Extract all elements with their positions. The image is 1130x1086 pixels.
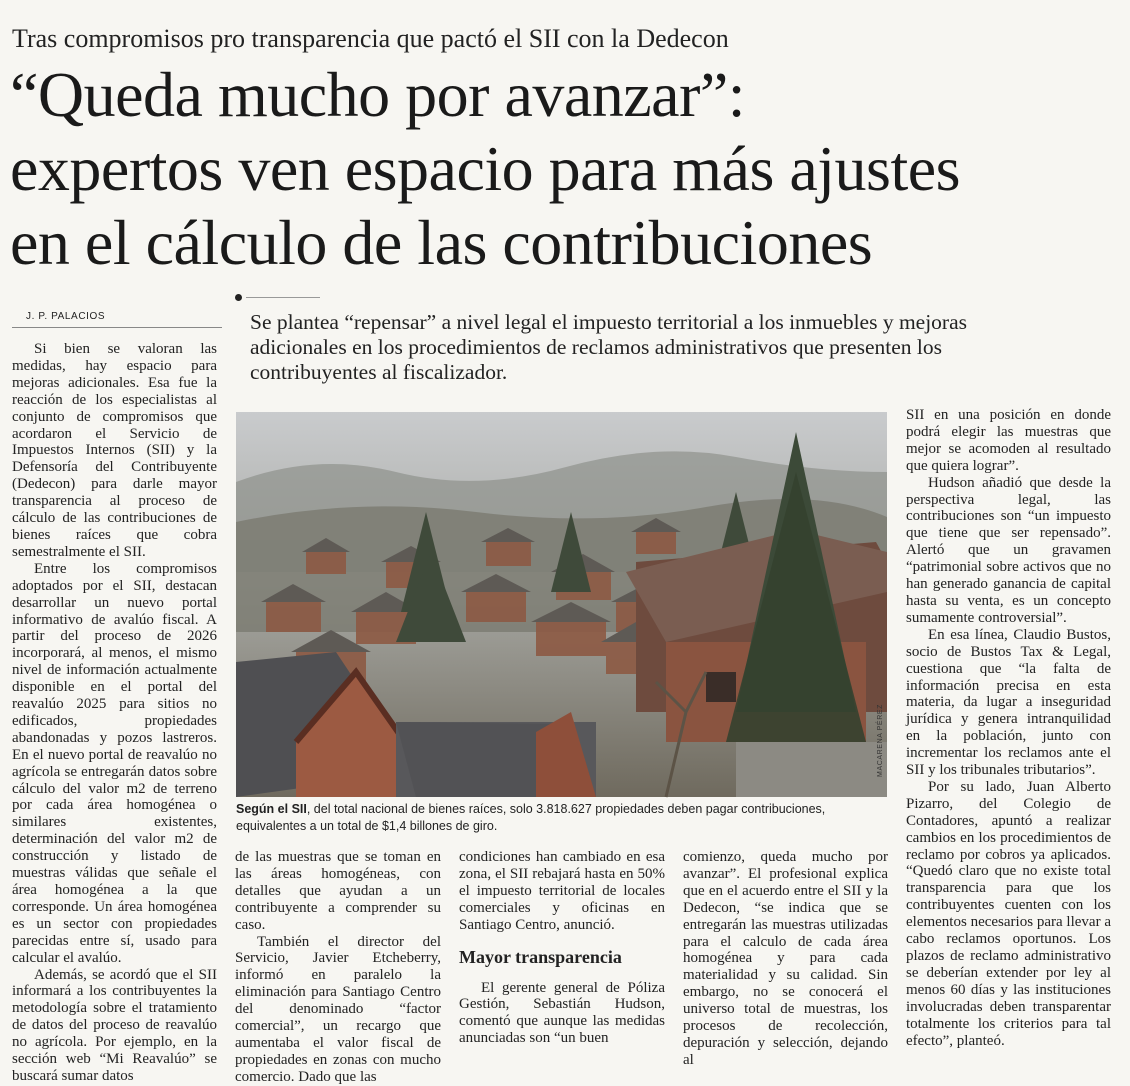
photo-caption: [236, 801, 888, 835]
column-5: [906, 407, 1111, 1062]
photo-credit: MACARENA PÉREZ: [877, 704, 884, 777]
paragraph: Además, se acordó que el SII informará a los contribuyentes la metodología sobre el tratamiento de datos del proceso de reavalúo no agrícola. Por ejemplo, en la sección web “Mi Reavalúo” se buscará sumar datos: [12, 966, 217, 1084]
caption-text: , del total nacional de bienes raíces, solo 3.818.627 propiedades deben pagar contribuciones, equivalentes a un total de $1,4 billones de giro.: [236, 802, 826, 833]
byline: J. P. PALACIOS: [26, 311, 106, 322]
paragraph: Hudson añadió que desde la perspectiva legal, las contribuciones son “un impuesto que tiene que ser repensado”. Alertó que un gravamen “patrimonial sobre activos que no han generado ganancia de capital hasta su venta, es un concepto sumamente controversial”.: [906, 474, 1111, 626]
column-3: [459, 849, 665, 1059]
paragraph: de las muestras que se toman en las áreas homogéneas, con detalles que ayudan a un contribuyente a comprender su caso.: [235, 849, 441, 933]
headline-line-1: “Queda mucho por avanzar”:: [10, 59, 746, 130]
paragraph: Entre los compromisos adoptados por el SII, destacan desarrollar un nuevo portal informativo de avalúo fiscal. A partir del proceso de 2026 incorporará, al menos, el mismo nivel de información actualmente disponible en el portal del reavalúo 2025 para sitios no edificados, propiedades abandonadas y pozos lastreros. En el nuevo portal de reavalúo no agrícola se entregarán datos sobre cálculo del valor m2 de terreno por cada área homogénea o similares existentes, determinación del valor m2 de construcción y listado de muestras válidas que señale el área homogénea a la que corresponde. Un área homogénea es un sector con propiedades parecidas entre sí, usado para calcular el avalúo.: [12, 560, 217, 966]
paragraph: Por su lado, Juan Alberto Pizarro, del Colegio de Contadores, apuntó a realizar cambios en los procedimientos de reclamo por cobros ya aplicados. “Quedó claro que no existe total transparencia para que los contribuyentes cuenten con los elementos necesarios para llevar a cabo reclamos oportunos. Los plazos de reclamo administrativo se deberían extender por ley al menos 60 días y las instituciones involucradas deben transparentar totalmente los criterios para tal efecto”, planteó.: [906, 778, 1111, 1049]
article-deck: Se plantea “repensar” a nivel legal el impuesto territorial a los inmuebles y mejoras adicionales en los procedimientos de reclamos administrativos que presenten los contribuyentes al fiscalizador.: [250, 310, 968, 384]
houses-forest-photo: [236, 412, 887, 797]
column-4: [683, 849, 888, 1068]
headline-line-3: en el cálculo de las contribuciones: [10, 207, 873, 278]
paragraph: También el director del Servicio, Javier Etcheberry, informó en paralelo la eliminación para Santiago Centro del denominado “factor comercial”, un recargo que aumentaba el valor fiscal de propiedades en zonas con mucho comercio. Dado que las: [235, 933, 441, 1085]
deck-divider: [246, 297, 320, 298]
headline-line-2: expertos ven espacio para más ajustes: [10, 133, 961, 204]
section-subhead: Mayor transparencia: [459, 946, 622, 967]
byline-divider: [12, 327, 222, 328]
paragraph: En esa línea, Claudio Bustos, socio de Bustos Tax & Legal, cuestiona que “la falta de información precisa en esta materia, da lugar a inseguridad jurídica y genera intranquilidad en la población, junto con incrementar los reclamos ante el SII y los tribunales tributarios”.: [906, 626, 1111, 779]
article-headline: [10, 58, 1120, 280]
paragraph: condiciones han cambiado en esa zona, el SII rebajará hasta en 50% el impuesto territorial de locales comerciales y oficinas en Santiago Centro, anunció.: [459, 849, 665, 933]
column-1: [12, 341, 217, 1084]
column-2: [235, 849, 441, 1085]
article-photo: [236, 412, 887, 797]
article-kicker: Tras compromisos pro transparencia que pactó el SII con la Dedecon: [12, 24, 729, 53]
paragraph: El gerente general de Póliza Gestión, Sebastián Hudson, comentó que aunque las medidas anunciadas son “un buen: [459, 979, 665, 1047]
paragraph: comienzo, queda mucho por avanzar”. El profesional explica que en el acuerdo entre el SII y la Dedecon, “se indica que se entregarán las muestras utilizadas para el calculo de cada área homogénea y para cada materialidad y su calidad. Sin embargo, no se conocerá el universo total de muestras, los procesos de recolección, depuración y selección, dejando al: [683, 849, 888, 1068]
paragraph: Si bien se valoran las medidas, hay espacio para mejoras adicionales. Esa fue la reacción de los especialistas al conjunto de compromisos que acordaron el Servicio de Impuestos Internos (SII) y la Defensoría del Contribuyente (Dedecon) para darle mayor transparencia al proceso de cálculo de las contribuciones de bienes raíces que cobra semestralmente el SII.: [12, 341, 217, 560]
deck-bullet-icon: [235, 294, 242, 301]
paragraph: SII en una posición en donde podrá elegir las muestras que mejor se acomoden al resultado que quiera lograr”.: [906, 407, 1111, 474]
caption-lead: Según el SII: [236, 802, 307, 816]
